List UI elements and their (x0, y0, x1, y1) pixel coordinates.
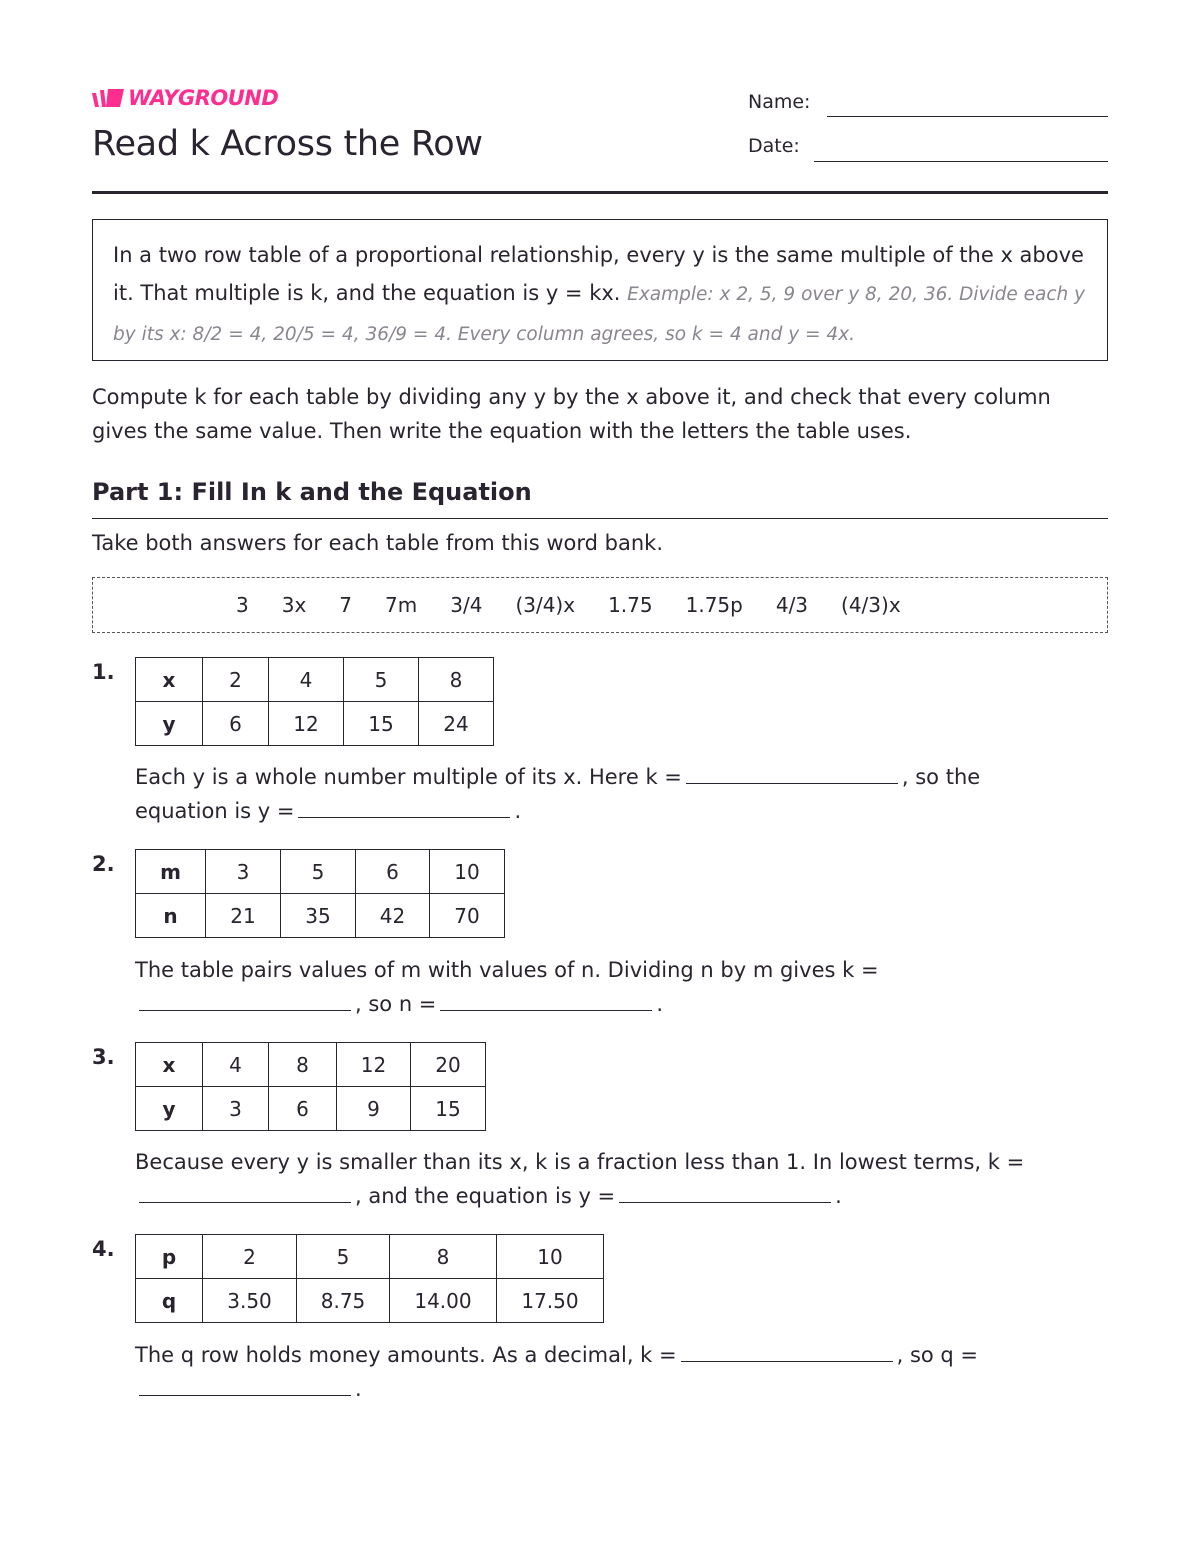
table-cell: 4 (203, 1043, 269, 1087)
table-cell: 5 (344, 658, 419, 702)
header-divider (92, 191, 1108, 194)
word-bank-item: 7m (385, 593, 418, 617)
question-1-text (135, 760, 1035, 828)
question-text-part: . (355, 1377, 362, 1401)
answer-blank-equation[interactable] (139, 1374, 351, 1396)
table-row-label: n (136, 894, 206, 938)
question-text-part: . (656, 992, 664, 1016)
answer-blank-equation[interactable] (619, 1181, 831, 1203)
table-cell: 10 (430, 850, 505, 894)
word-bank-item: 4/3 (775, 593, 809, 617)
date-field[interactable] (814, 161, 1108, 162)
table-cell: 12 (269, 702, 344, 746)
question-2-table (135, 849, 505, 938)
table-cell: 14.00 (390, 1279, 497, 1323)
question-text-part: The q row holds money amounts. As a decimal, k = (135, 1343, 677, 1367)
brand-logo (92, 86, 278, 110)
table-cell: 2 (203, 1235, 297, 1279)
word-bank-item: 3 (236, 593, 249, 617)
word-bank-item: 3x (281, 593, 307, 617)
table-row-label: y (136, 702, 203, 746)
question-2-text (135, 953, 1055, 1021)
answer-blank-equation[interactable] (298, 796, 510, 818)
question-1-number: 1. (92, 660, 115, 684)
table-cell: 3 (203, 1087, 269, 1131)
question-2-number: 2. (92, 852, 115, 876)
question-3-table (135, 1042, 486, 1131)
page-title: Read k Across the Row (92, 124, 483, 164)
table-cell: 6 (356, 850, 430, 894)
table-row-label: y (136, 1087, 203, 1131)
table-cell: 15 (411, 1087, 486, 1131)
intro-box (92, 219, 1108, 361)
table-cell: 9 (337, 1087, 411, 1131)
word-bank-item: 3/4 (450, 593, 483, 617)
part1-title: Part 1: Fill In k and the Equation (92, 478, 532, 506)
intro-example: Example: x 2, 5, 9 over y 8, 20, 36. Divide each y by its x: 8/2 = 4, 20/5 = 4, 36/9 = 4. Every column agrees, so k = 4 and y = 4x. (113, 284, 1086, 345)
question-4-text (135, 1338, 1035, 1406)
intro-text: In a two row table of a proportional relationship, every y is the same multiple of the x above it. That multiple is k, and the equation is y = kx. (113, 243, 1084, 305)
table-cell: 6 (203, 702, 269, 746)
table-cell: 24 (419, 702, 494, 746)
date-label: Date: (748, 135, 800, 157)
table-cell: 17.50 (497, 1279, 604, 1323)
table-cell: 5 (297, 1235, 390, 1279)
question-text-part: The table pairs values of m with values of n. Dividing n by m gives k = (135, 958, 879, 982)
word-bank-item: 1.75p (685, 593, 743, 617)
question-text-part: Because every y is smaller than its x, k is a fraction less than 1. In lowest terms, k = (135, 1150, 1025, 1174)
question-3-text (135, 1145, 1055, 1213)
table-cell: 8 (419, 658, 494, 702)
question-text-part: . (835, 1184, 842, 1208)
table-cell: 4 (269, 658, 344, 702)
table-cell: 42 (356, 894, 430, 938)
table-cell: 70 (430, 894, 505, 938)
answer-blank-equation[interactable] (440, 989, 652, 1011)
table-row-label: p (136, 1235, 203, 1279)
table-cell: 15 (344, 702, 419, 746)
question-text-part: , and the equation is y = (355, 1184, 616, 1208)
word-bank-intro: Take both answers for each table from this word bank. (92, 531, 663, 555)
question-text-part: Each y is a whole number multiple of its x. Here k = (135, 765, 682, 789)
answer-blank-k[interactable] (139, 1181, 351, 1203)
word-bank (92, 577, 1108, 633)
word-bank-item: (4/3)x (841, 593, 901, 617)
table-cell: 10 (497, 1235, 604, 1279)
table-cell: 6 (269, 1087, 337, 1131)
table-row-label: m (136, 850, 206, 894)
table-cell: 21 (206, 894, 281, 938)
question-text-part: , so n = (355, 992, 437, 1016)
table-cell: 8.75 (297, 1279, 390, 1323)
question-text-part: , so q = (896, 1343, 979, 1367)
table-cell: 3.50 (203, 1279, 297, 1323)
question-4-table (135, 1234, 604, 1323)
table-cell: 20 (411, 1043, 486, 1087)
instructions: Compute k for each table by dividing any y by the x above it, and check that every column gives the same value. Then write the equation with the letters the table uses. (92, 385, 1051, 443)
table-cell: 35 (281, 894, 356, 938)
table-cell: 3 (206, 850, 281, 894)
answer-blank-k[interactable] (686, 762, 898, 784)
name-label: Name: (748, 91, 811, 113)
table-cell: 5 (281, 850, 356, 894)
answer-blank-k[interactable] (681, 1340, 893, 1362)
table-cell: 2 (203, 658, 269, 702)
name-field[interactable] (827, 116, 1108, 117)
question-4-number: 4. (92, 1237, 115, 1261)
table-cell: 12 (337, 1043, 411, 1087)
table-cell: 8 (390, 1235, 497, 1279)
table-row-label: x (136, 658, 203, 702)
part1-divider (92, 518, 1108, 519)
word-bank-item: 7 (339, 593, 353, 617)
word-bank-item: 1.75 (608, 593, 653, 617)
question-text-part: , so the equation is y = (135, 765, 981, 823)
wayground-logo-icon (92, 87, 124, 109)
table-row-label: q (136, 1279, 203, 1323)
table-row-label: x (136, 1043, 203, 1087)
question-3-number: 3. (92, 1045, 115, 1069)
table-cell: 8 (269, 1043, 337, 1087)
word-bank-item: (3/4)x (515, 593, 576, 617)
answer-blank-k[interactable] (139, 989, 351, 1011)
question-1-table (135, 657, 494, 746)
question-text-part: . (514, 799, 522, 823)
brand-name: WAYGROUND (128, 86, 279, 110)
